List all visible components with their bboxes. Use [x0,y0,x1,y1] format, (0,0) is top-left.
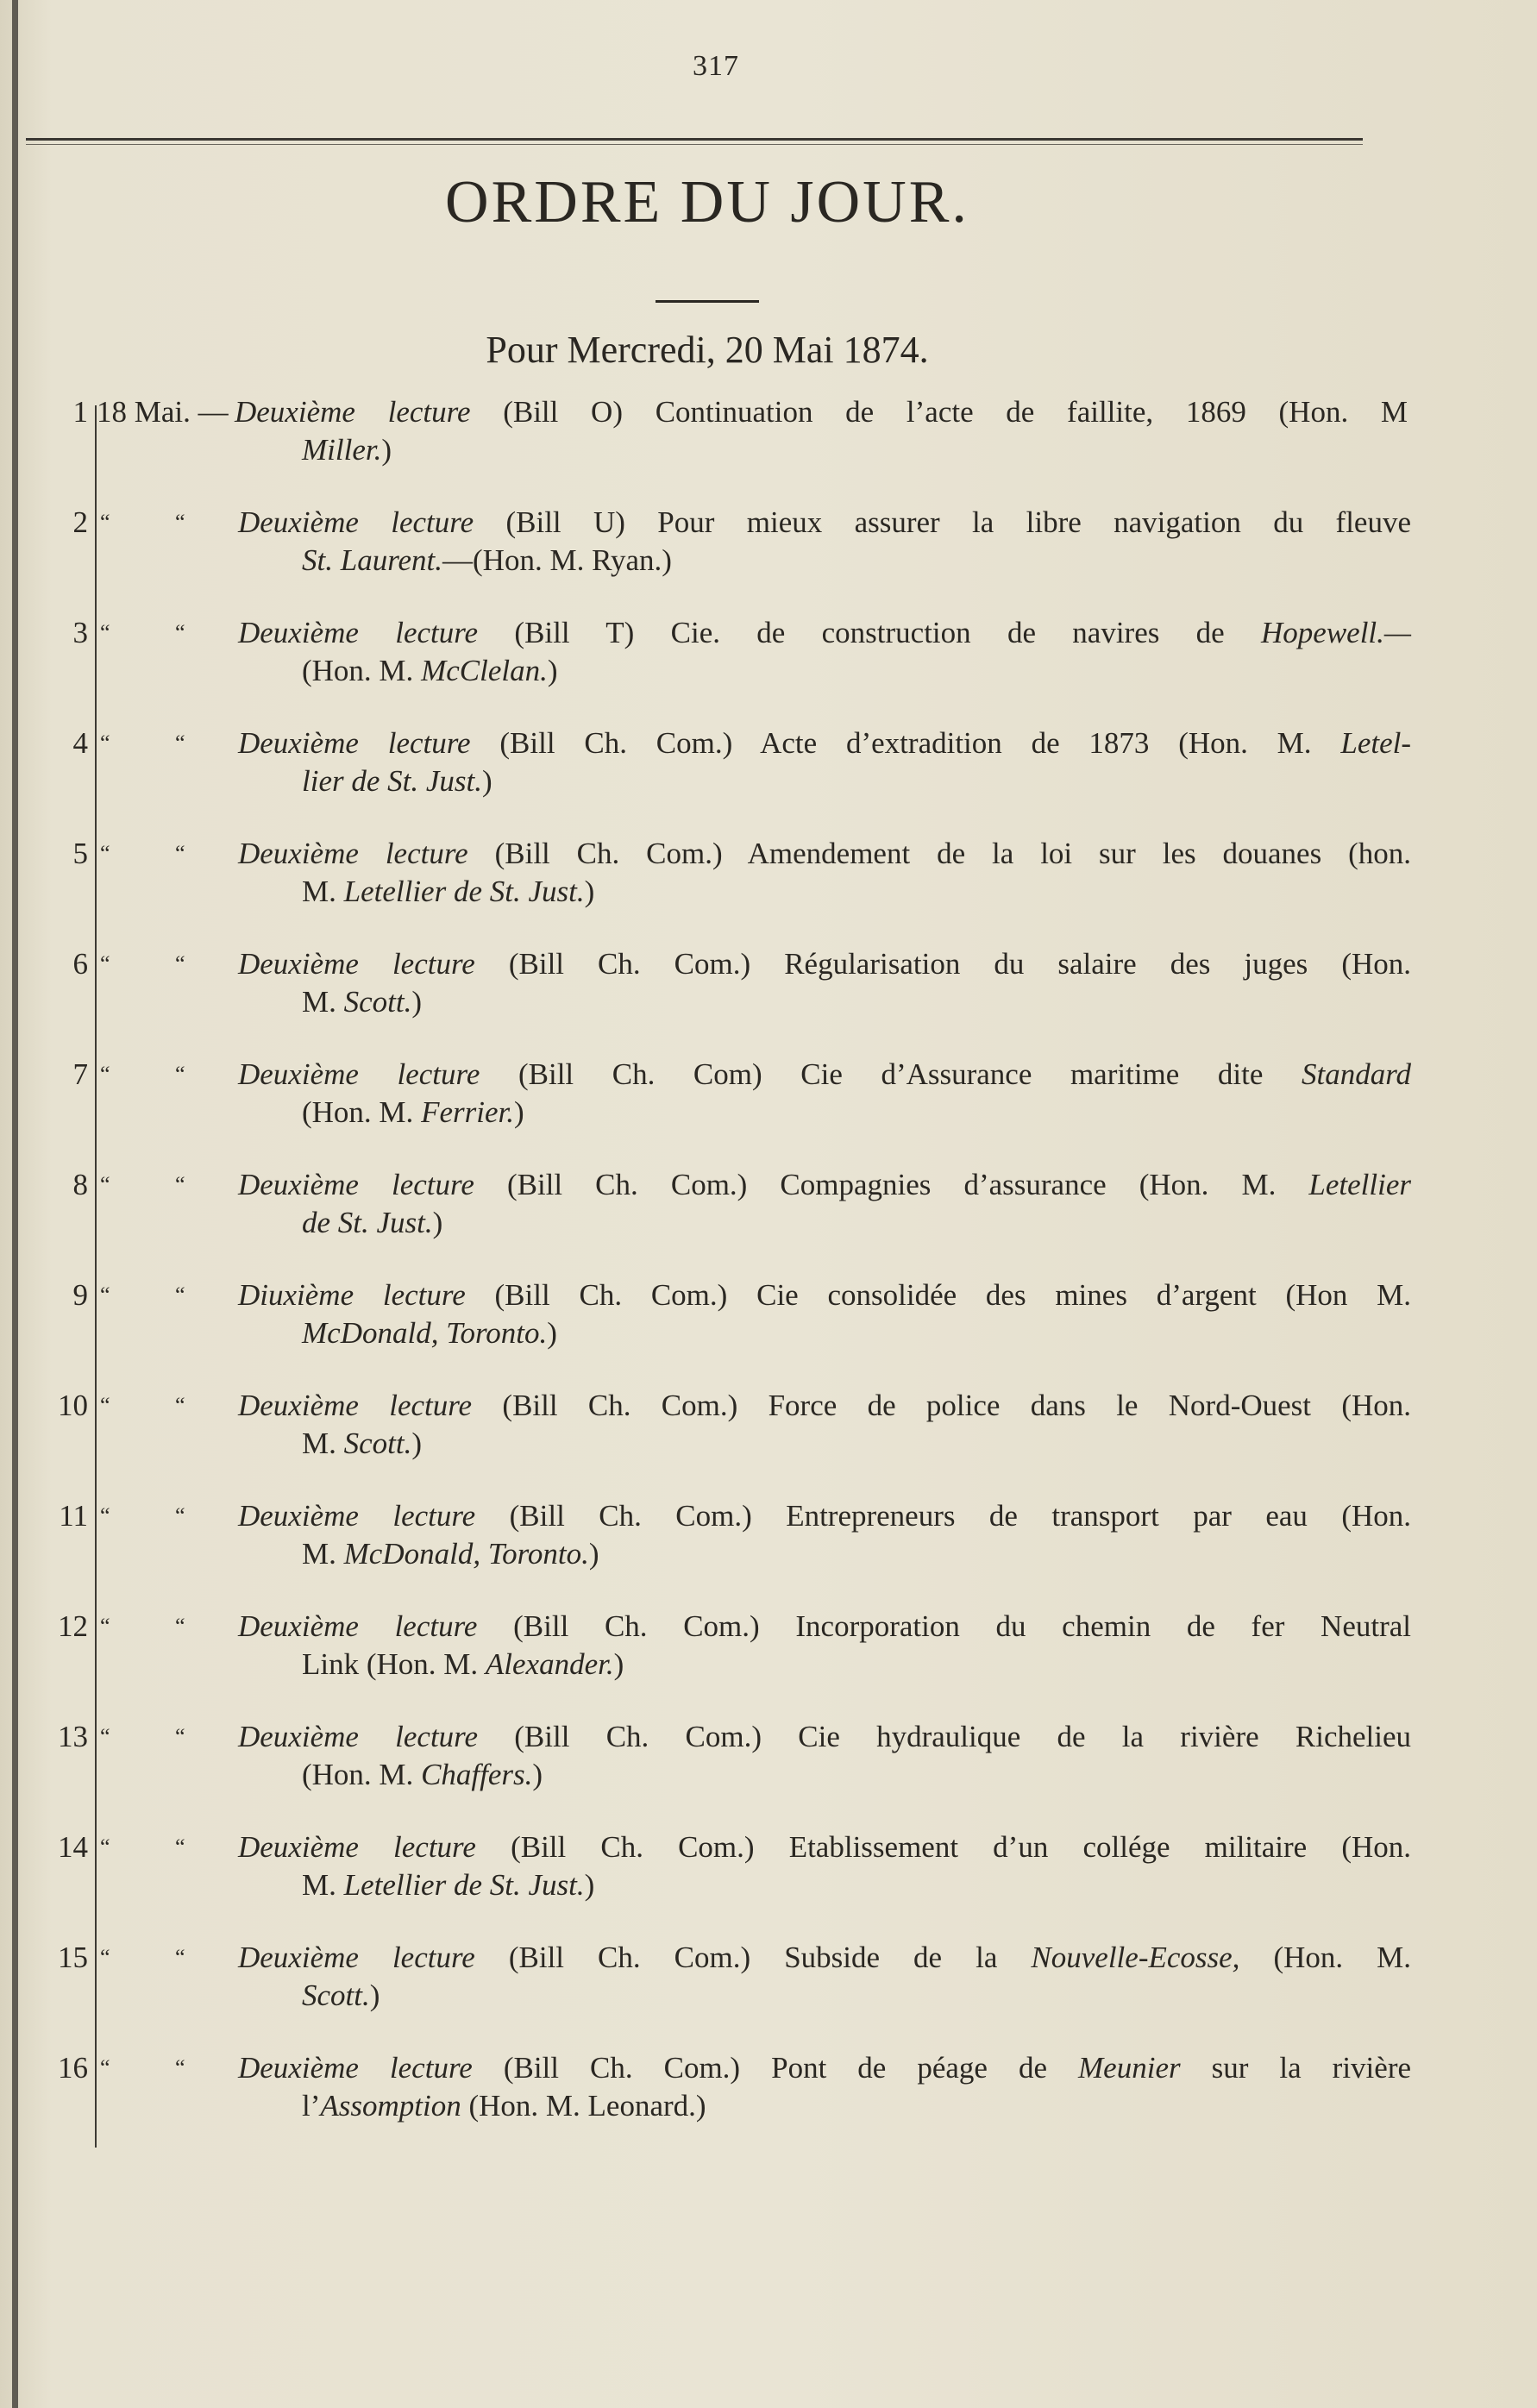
list-item [35,393,1406,504]
item-line-1 [238,2049,1411,2087]
ditto-mark: “ [175,2055,185,2080]
item-line-1 [238,1939,1411,1977]
item-date: 18 Mai. — [97,395,229,429]
list-item [35,835,1412,945]
item-line-1 [238,945,1411,983]
ditto-mark: “ [175,510,185,535]
item-line-2 [302,873,594,911]
sponsor-prefix: Link (Hon. M. [302,1647,486,1681]
sponsor-name: Alexander. [485,1647,614,1681]
bill-ref: (Bill Ch. Com.) [494,837,723,870]
item-subject-end: (Hon. M. [1273,1941,1412,1974]
item-subject-italic: Hopewell.— [1261,616,1412,649]
sponsor-suffix: ) [369,1978,380,2012]
item-number: 4 [72,726,88,760]
item-number: 3 [72,616,88,649]
ditto-mark: “ [100,510,110,535]
item-line-2 [302,1314,557,1352]
reading-stage: Deuxième lecture [238,505,474,539]
page-subtitle: Pour Mercredi, 20 Mai 1874. [486,329,929,371]
bill-ref: (Bill Ch. Com.) [494,1278,728,1312]
ditto-mark: “ [100,1945,110,1970]
sponsor-suffix: ) [584,1868,595,1902]
ditto-mark: “ [100,731,110,756]
bill-ref: (Bill Ch. Com.) [508,1941,751,1974]
reading-stage: Deuxième lecture [238,837,468,870]
bill-ref: (Bill T) [514,616,635,649]
item-number: 7 [72,1057,88,1091]
sponsor-name: Scott. [343,985,412,1019]
order-of-day-list [35,393,1412,2160]
sponsor-name: McDonald, Toronto. [302,1316,548,1350]
ditto-mark: “ [175,1172,185,1197]
ditto-mark: “ [100,841,110,866]
ditto-mark: “ [175,841,185,866]
sponsor-suffix: —(Hon. M. Ryan.) [442,543,672,577]
item-line-2 [302,1094,524,1132]
list-item [35,1497,1412,1608]
ditto-mark: “ [100,1393,110,1418]
ditto-mark: “ [175,1614,185,1639]
bill-ref: (Bill Ch. Com.) [514,1720,762,1753]
ditto-mark: “ [175,731,185,756]
item-subject: Incorporation du chemin de fer Neutral [795,1609,1412,1643]
sponsor-suffix: ) [482,764,492,798]
item-subject: Compagnies d’assurance (Hon. M. [780,1168,1277,1201]
item-line-1 [238,1718,1411,1756]
item-number: 6 [72,947,88,981]
reading-stage: Deuxième lecture [238,2051,473,2085]
sponsor-suffix: ) [381,433,392,467]
item-line-1 [238,1387,1411,1425]
sponsor-prefix: (Hon. M. [302,654,422,687]
item-line-2 [302,1977,380,2015]
item-subject: Régularisation du salaire des juges (Hon. [784,947,1412,981]
sponsor-name: Scott. [343,1427,412,1460]
item-subject-italic: Letellier [1308,1168,1412,1201]
item-number: 15 [58,1941,88,1974]
ditto-mark: “ [175,1945,185,1970]
list-item [35,614,1412,724]
page-title: ORDRE DU JOUR. [445,169,969,235]
item-subject: Force de police dans le Nord-Ouest (Hon. [768,1389,1412,1422]
sponsor-prefix: M. [302,875,344,908]
bill-ref: (Bill Ch. Com.) [499,726,733,760]
item-line-1 [238,614,1411,652]
item-line-2 [302,1866,594,1904]
item-subject: Acte d’extradition de 1873 (Hon. M. [760,726,1312,760]
bill-ref: (Bill U) [505,505,625,539]
sponsor-prefix: M. [302,1868,344,1902]
sponsor-prefix: M. [302,985,344,1019]
sponsor-suffix: ) [613,1647,624,1681]
list-item [35,1828,1412,1939]
list-item [35,724,1412,835]
item-number: 11 [59,1499,88,1533]
bill-ref: (Bill Ch. Com.) [506,1168,748,1201]
item-line-1 [235,393,1408,431]
item-number: 16 [58,2051,88,2085]
sponsor-name: Letellier de St. Just. [343,875,585,908]
bill-ref: (Bill Ch. Com) [518,1057,762,1091]
sponsor-name: McClelan. [421,654,548,687]
sponsor-name: St. Laurent. [302,543,443,577]
bill-ref: (Bill Ch. Com.) [513,1609,760,1643]
item-line-1 [238,504,1411,542]
item-line-2 [302,652,558,690]
item-line-2 [302,2087,706,2125]
sponsor-prefix: (Hon. M. [302,1095,422,1129]
ditto-mark: “ [175,1834,185,1859]
item-line-2 [302,762,492,800]
list-item [35,1939,1412,2049]
bill-ref: (Bill Ch. Com.) [509,1499,752,1533]
item-subject-italic: Standard [1301,1057,1412,1091]
item-number: 9 [72,1278,88,1312]
list-item [35,1718,1411,1828]
sponsor-suffix: ) [411,1427,423,1460]
list-item [35,1276,1412,1387]
ditto-mark: “ [100,951,110,976]
list-item [35,1056,1412,1166]
sponsor-name: Scott. [302,1978,370,2012]
reading-stage: Deuxième lecture [238,947,475,981]
item-line-1 [238,1497,1411,1535]
list-item [35,1608,1412,1718]
sponsor-suffix: (Hon. M. Leonard.) [461,2089,706,2123]
item-line-1 [238,1166,1411,1204]
bill-ref: (Bill Ch. Com.) [508,947,751,981]
list-item [35,504,1411,614]
ditto-mark: “ [100,1172,110,1197]
item-subject: Cie. de construction de navires de [670,616,1225,649]
reading-stage: Deuxième lecture [238,1941,475,1974]
item-line-2 [302,983,422,1021]
item-line-1 [238,1828,1411,1866]
reading-stage: Deuxième lecture [238,1720,479,1753]
reading-stage: Deuxième lecture [238,1609,478,1643]
item-subject: Continuation de l’acte de faillite, 1869 (Hon. M [655,395,1408,429]
bill-ref: (Bill Ch. Com.) [502,1389,738,1422]
item-subject: Cie d’Assurance maritime dite [800,1057,1264,1091]
reading-stage: Deuxième lecture [238,1389,473,1422]
ditto-mark: “ [100,1062,110,1087]
sponsor-suffix: ) [588,1537,599,1571]
item-line-2 [302,1646,624,1684]
item-subject-italic: Meunier [1078,2051,1181,2085]
item-number: 2 [72,505,88,539]
ditto-mark: “ [100,2055,110,2080]
item-subject: Amendement de la loi sur les douanes (hon. [747,837,1412,870]
ditto-mark: “ [175,1282,185,1307]
reading-stage: Deuxième lecture [235,395,471,429]
ditto-mark: “ [100,1834,110,1859]
item-number: 8 [72,1168,88,1201]
item-number: 1 [72,395,88,429]
item-subject-end: sur la rivière [1211,2051,1412,2085]
reading-stage: Diuxième lecture [238,1278,466,1312]
item-subject: Pour mieux assurer la libre navigation du fleuve [657,505,1411,539]
item-subject: Cie hydraulique de la rivière Richelieu [798,1720,1411,1753]
list-item [35,945,1412,1056]
sponsor-name: Ferrier. [421,1095,514,1129]
sponsor-suffix: ) [532,1758,543,1791]
ditto-mark: “ [175,1503,185,1528]
ditto-mark: “ [100,1282,110,1307]
sponsor-suffix: ) [513,1095,524,1129]
sponsor-suffix: ) [411,985,423,1019]
reading-stage: Deuxième lecture [238,726,471,760]
item-subject: Etablissement d’un collége militaire (Hon. [788,1830,1412,1864]
reading-stage: Deuxième lecture [238,1057,480,1091]
item-line-1 [238,724,1411,762]
ditto-mark: “ [175,1724,185,1749]
item-number: 5 [72,837,88,870]
ditto-mark: “ [100,1724,110,1749]
item-line-2 [302,1756,543,1794]
sponsor-prefix: M. [302,1537,344,1571]
sponsor-suffix: ) [547,1316,557,1350]
item-subject: Pont de péage de [771,2051,1048,2085]
header-rule [26,138,1363,145]
reading-stage: Deuxième lecture [238,616,479,649]
bill-ref: (Bill O) [503,395,623,429]
item-subject-italic: Nouvelle-Ecosse, [1031,1941,1240,1974]
sponsor-prefix: (Hon. M. [302,1758,422,1791]
sponsor-suffix: ) [432,1206,443,1239]
reading-stage: Deuxième lecture [238,1499,476,1533]
item-line-1 [238,835,1411,873]
item-line-2 [302,431,392,469]
ditto-mark: “ [100,1614,110,1639]
item-subject: Subside de la [784,1941,998,1974]
reading-stage: Deuxième lecture [238,1168,474,1201]
item-line-1 [238,1608,1411,1646]
ditto-mark: “ [175,951,185,976]
item-number: 10 [58,1389,88,1422]
sponsor-prefix: M. [302,1427,344,1460]
sponsor-name: Miller. [302,433,382,467]
sponsor-name: de St. Just. [302,1206,433,1239]
item-number: 13 [58,1720,88,1753]
item-number: 14 [58,1830,88,1864]
sponsor-name: Letellier de St. Just. [343,1868,585,1902]
item-line-2 [302,1535,599,1573]
sponsor-prefix: l’ [302,2089,321,2123]
ditto-mark: “ [175,1062,185,1087]
item-subject-italic: Letel- [1340,726,1412,760]
bill-ref: (Bill Ch. Com.) [503,2051,741,2085]
list-item [35,1166,1412,1276]
ditto-mark: “ [100,1503,110,1528]
item-line-1 [238,1056,1411,1094]
title-divider [656,300,759,303]
sponsor-name: Assomption [320,2089,461,2123]
item-line-2 [302,1425,422,1463]
item-line-2 [302,1204,442,1242]
item-number: 12 [58,1609,88,1643]
item-line-2 [302,542,672,580]
sponsor-suffix: ) [547,654,558,687]
sponsor-suffix: ) [584,875,595,908]
item-subject: Cie consolidée des mines d’argent (Hon M. [756,1278,1412,1312]
ditto-mark: “ [100,620,110,645]
item-subject: Entrepreneurs de transport par eau (Hon. [786,1499,1412,1533]
item-line-1 [238,1276,1411,1314]
page-number: 317 [693,50,739,82]
list-item [35,1387,1412,1497]
ditto-mark: “ [175,1393,185,1418]
sponsor-name: lier de St. Just. [302,764,482,798]
bill-ref: (Bill Ch. Com.) [511,1830,755,1864]
ditto-mark: “ [175,620,185,645]
reading-stage: Deuxième lecture [238,1830,476,1864]
list-item [35,2049,1412,2160]
sponsor-name: Chaffers. [421,1758,533,1791]
sponsor-name: McDonald, Toronto. [343,1537,589,1571]
